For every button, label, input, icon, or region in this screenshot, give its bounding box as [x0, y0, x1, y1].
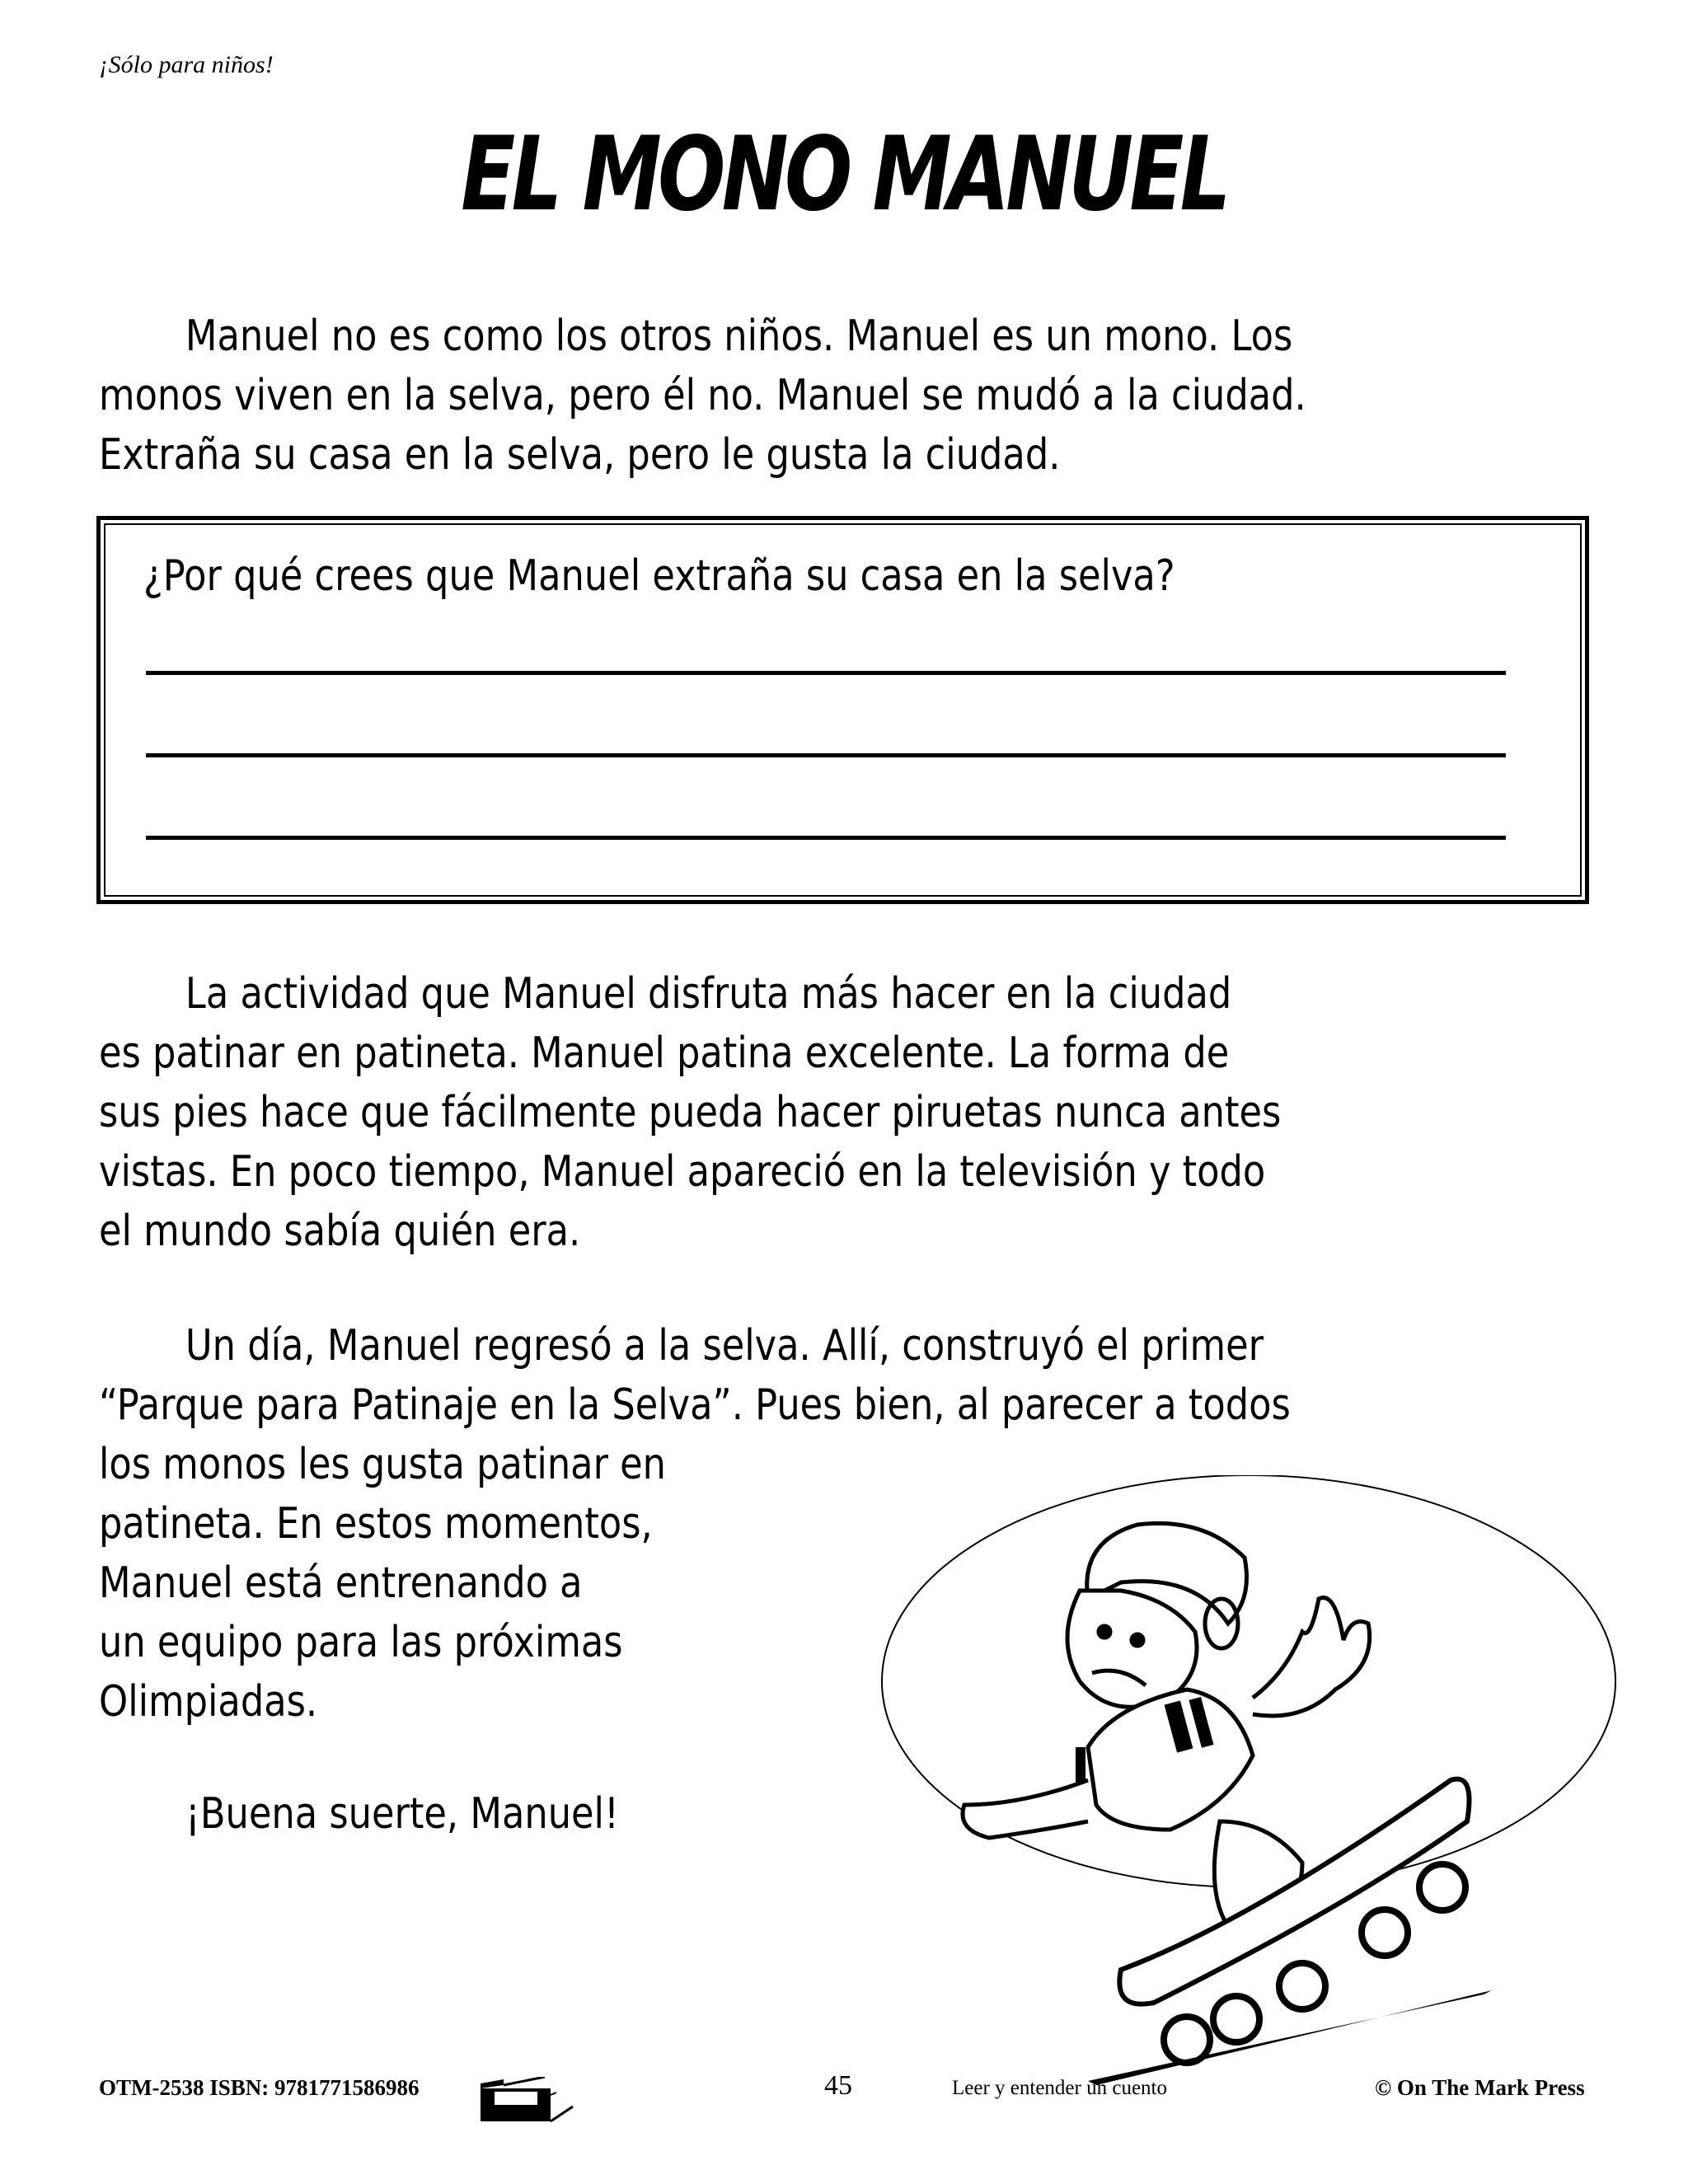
subject-label: Leer y entender un cuento: [952, 2077, 1167, 2099]
monkey-skateboard-illustration: [841, 1475, 1681, 2085]
page-title: EL MONO MANUEL: [461, 115, 1227, 234]
paragraph-line: sus pies hace que fácilmente pueda hacer piruetas nunca antes: [99, 1088, 1282, 1137]
answer-line-3[interactable]: [146, 836, 1506, 840]
product-code-isbn: OTM-2538 ISBN: 9781771586986: [99, 2075, 420, 2100]
paragraph-line: Extraña su casa en la selva, pero le gusta la ciudad.: [99, 430, 1061, 480]
paragraph-2: [99, 964, 1281, 1261]
paragraph-line: un equipo para las próximas: [99, 1618, 623, 1667]
paragraph-line: La actividad que Manuel disfruta más hacer en la ciudad: [185, 969, 1232, 1019]
paragraph-line: “Parque para Patinaje en la Selva”. Pues bien, al parecer a todos: [99, 1380, 1291, 1430]
copyright-notice: © On The Mark Press: [1375, 2075, 1585, 2100]
series-label: ¡Sólo para niños!: [99, 51, 274, 78]
paragraph-line: el mundo sabía quién era.: [99, 1207, 581, 1256]
paragraph-line: Manuel no es como los otros niños. Manuel es un mono. Los: [185, 312, 1293, 361]
paragraph-line: patineta. En estos momentos,: [99, 1499, 653, 1549]
closing-line: [99, 1784, 619, 1844]
closing-text: ¡Buena suerte, Manuel!: [185, 1789, 619, 1839]
paragraph-line: Un día, Manuel regresó a la selva. Allí, construyó el primer: [185, 1321, 1264, 1371]
answer-line-2[interactable]: [146, 753, 1506, 757]
question-box: [96, 516, 1589, 904]
paragraph-line: vistas. En poco tiempo, Manuel apareció en la televisión y todo: [99, 1147, 1266, 1197]
paragraph-line: es patinar en patineta. Manuel patina excelente. La forma de: [99, 1029, 1230, 1078]
paragraph-1: [99, 307, 1306, 485]
question-text: ¿Por qué crees que Manuel extraña su casa en la selva?: [143, 551, 1175, 601]
paragraph-line: Olimpiadas.: [99, 1677, 318, 1727]
paragraph-line: los monos les gusta patinar en: [99, 1440, 667, 1489]
paragraph-line: monos viven en la selva, pero él no. Manuel se mudó a la ciudad.: [99, 371, 1306, 420]
photocopier-icon: [481, 2077, 575, 2122]
page-number: 45: [824, 2070, 852, 2101]
paragraph-line: Manuel está entrenando a: [99, 1558, 583, 1608]
answer-line-1[interactable]: [146, 671, 1506, 675]
